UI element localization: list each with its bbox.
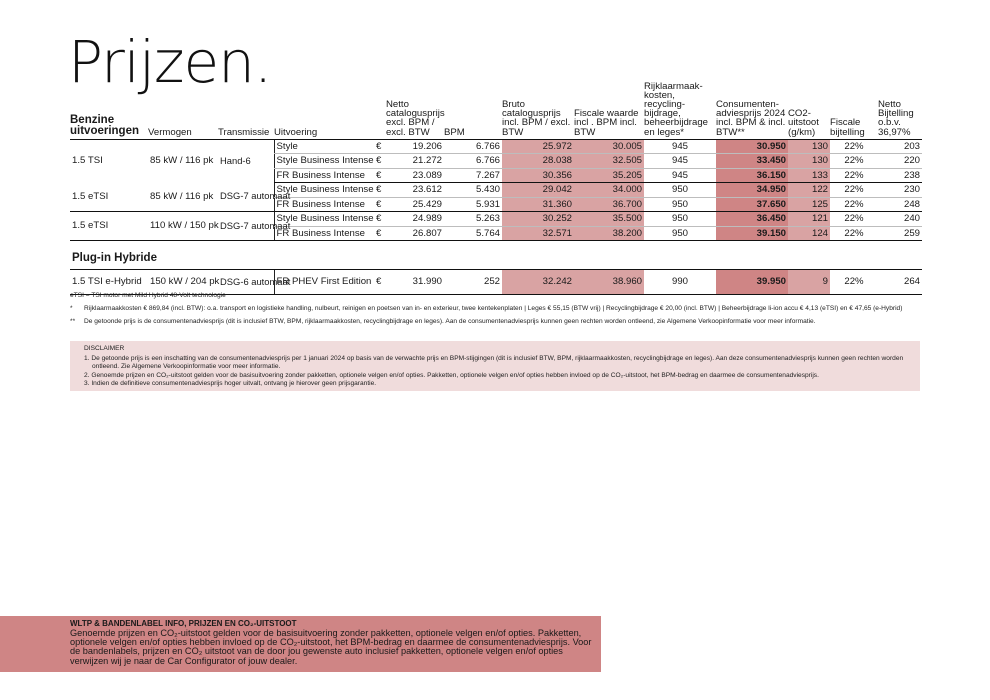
rijklaar-cell: 950	[644, 226, 716, 241]
disclaimer-box	[70, 341, 920, 391]
section-heading-phev: Plug-in Hybride	[72, 252, 157, 265]
trim-cell: Style Business Intense	[274, 154, 374, 169]
bpm-cell: 252	[444, 270, 502, 295]
bruto-cell: 30.252	[502, 212, 574, 227]
netto-cell: 23.089	[386, 168, 444, 183]
consumentenprijs-cell: 36.150	[716, 168, 788, 183]
fiscale-waarde-cell: 34.000	[574, 183, 644, 198]
transmission-cell: Hand-6	[220, 154, 251, 166]
bruto-cell: 31.360	[502, 197, 574, 212]
currency-cell: €	[374, 183, 386, 198]
netto-bijtelling-cell: 230	[878, 183, 922, 198]
netto-cell: 26.807	[386, 226, 444, 241]
trim-cell: FR Business Intense	[274, 197, 374, 212]
fiscale-waarde-cell: 35.205	[574, 168, 644, 183]
power-cell: 85 kW / 116 pk	[148, 183, 218, 212]
bruto-cell: 32.242	[502, 270, 574, 295]
fiscale-bijtelling-cell: 22%	[830, 226, 878, 241]
disclaimer-title: DISCLAIMER	[84, 345, 125, 352]
footnote-double-star	[70, 318, 930, 327]
disclaimer-item: 1. De getoonde prijs is een inschatting van de consumentenadviesprijs per 1 januari 2024 op basis van de verwachte prijs en BPM-stijgingen (dit is inclusief BTW, BPM, rijklaarmaakkosten, recyclingbijdrage en leges). Aan deze consumentenadviesprijs kunnen geen rechten worden ontleend. Zie Algemene Verkoopinformatie voor meer informatie.	[84, 354, 904, 371]
table-row	[70, 212, 922, 227]
rijklaar-cell: 950	[644, 212, 716, 227]
footnote-text: Rijklaarmaakkosten € 869,84 (incl. BTW): o.a. transport en logistieke handling, nulbeurt, reinigen en poetsen van in- en exterieur, twee kentekenplaten | Leges € 55,15 (BTW vrij) | Recyclingbijdrage € 20,00 (incl. BTW) | Beheerbijdrage li-ion accu € 4,13 (eTSI) en € 47,65 (e-Hybrid)	[84, 304, 903, 312]
power-cell: 150 kW / 204 pk	[148, 270, 218, 295]
footnote-star	[70, 305, 930, 314]
co2-cell: 130	[788, 154, 830, 169]
fiscale-bijtelling-cell: 22%	[830, 139, 878, 154]
bpm-cell: 5.931	[444, 197, 502, 212]
fiscale-waarde-cell: 36.700	[574, 197, 644, 212]
co2-cell: 125	[788, 197, 830, 212]
col-header-co2: CO2-uitstoot (g/km)	[788, 82, 830, 139]
fiscale-waarde-cell: 38.960	[574, 270, 644, 295]
table-row	[70, 139, 922, 154]
trim-cell: Style	[274, 139, 374, 154]
bruto-cell: 29.042	[502, 183, 574, 198]
bpm-cell: 6.766	[444, 154, 502, 169]
fiscale-bijtelling-cell: 22%	[830, 154, 878, 169]
wltp-body: Genoemde prijzen en CO₂-uitstoot gelden voor de basisuitvoering zonder pakketten, optionele velgen en/of opties. Pakketten, optionele velgen en/of opties hebben invloed op de CO₂-uitstoot, het BPM-bedrag en daarmee de consumentenadviesprijs. Voor de bandenlabels, prijzen en CO₂ uitstoot van de door jou gewenste auto inclusief pakketten, optionele velgen en/of opties verwijzen wij je naar de Car Configurator of jouw dealer.	[70, 628, 592, 666]
transmission-cell: DSG-6 automaat	[218, 270, 274, 295]
netto-cell: 24.989	[386, 212, 444, 227]
fiscale-bijtelling-cell: 22%	[830, 212, 878, 227]
col-header-netto: Netto catalogusprijs excl. BPM / excl. BTW	[386, 82, 444, 139]
fiscale-bijtelling-cell: 22%	[830, 183, 878, 198]
col-header-consumenten: Consumenten-adviesprijs 2024 incl. BPM & incl. BTW**	[716, 82, 788, 139]
netto-bijtelling-cell: 240	[878, 212, 922, 227]
co2-cell: 121	[788, 212, 830, 227]
disclaimer-item: 2. Genoemde prijzen en CO₂-uitstoot gelden voor de basisuitvoering zonder pakketten, optionele velgen en/of opties. Pakketten, optionele velgen en/of opties hebben invloed op de CO₂-uitstoot, het BPM-bedrag en daarmee de consumentenadviesprijs.	[84, 371, 819, 379]
fiscale-waarde-cell: 30.005	[574, 139, 644, 154]
netto-cell: 31.990	[386, 270, 444, 295]
footnote-marker: **	[70, 317, 76, 325]
fiscale-waarde-cell: 35.500	[574, 212, 644, 227]
col-header-bpm: BPM	[444, 82, 502, 139]
footnote-etsi: eTSI = TSI motor met Mild Hybrid 48-Volt technologie	[70, 292, 226, 299]
consumentenprijs-cell: 39.950	[716, 270, 788, 295]
co2-cell: 122	[788, 183, 830, 198]
currency-cell: €	[374, 226, 386, 241]
col-header-fiscale-waarde: Fiscale waarde incl . BPM incl. BTW	[574, 82, 644, 139]
co2-cell: 130	[788, 139, 830, 154]
bruto-cell: 30.356	[502, 168, 574, 183]
co2-cell: 9	[788, 270, 830, 295]
trim-cell: FR PHEV First Edition	[274, 270, 374, 295]
footnote-marker: *	[70, 304, 73, 312]
trim-cell: FR Business Intense	[274, 226, 374, 241]
bpm-cell: 5.263	[444, 212, 502, 227]
rijklaar-cell: 950	[644, 197, 716, 212]
disclaimer-item: 3. Indien de definitieve consumentenadviesprijs hoger uitvalt, ontvang je hierover geen prijsgarantie.	[84, 380, 377, 388]
bpm-cell: 6.766	[444, 139, 502, 154]
col-header-netto-bijtelling: Netto Bijtelling o.b.v. 36,97%	[878, 82, 922, 139]
section-heading-benzine: Benzine uitvoeringen	[70, 82, 148, 139]
netto-bijtelling-cell: 220	[878, 154, 922, 169]
table-header-row	[70, 82, 922, 139]
fiscale-waarde-cell: 38.200	[574, 226, 644, 241]
fiscale-bijtelling-cell: 22%	[830, 197, 878, 212]
engine-cell: 1.5 TSI e-Hybrid	[70, 270, 148, 295]
trim-cell: Style Business Intense	[274, 212, 374, 227]
transmission-cell: DSG-7 automaat	[218, 212, 274, 241]
bpm-cell: 7.267	[444, 168, 502, 183]
wltp-info-box	[0, 616, 601, 672]
rijklaar-cell: 945	[644, 139, 716, 154]
rijklaar-cell: 945	[644, 154, 716, 169]
col-header-fiscale-bijtelling: Fiscale bijtelling	[830, 82, 878, 139]
engine-cell: 1.5 TSI	[72, 155, 103, 167]
netto-bijtelling-cell: 248	[878, 197, 922, 212]
bpm-cell: 5.430	[444, 183, 502, 198]
power-cell: 85 kW / 116 pk	[150, 155, 214, 167]
consumentenprijs-cell: 39.150	[716, 226, 788, 241]
netto-cell: 19.206	[386, 139, 444, 154]
fiscale-waarde-cell: 32.505	[574, 154, 644, 169]
price-table	[70, 82, 922, 295]
netto-cell: 25.429	[386, 197, 444, 212]
footnotes	[70, 292, 930, 327]
page-title: Prijzen.	[68, 28, 272, 96]
consumentenprijs-cell: 33.450	[716, 154, 788, 169]
fiscale-bijtelling-cell: 22%	[830, 168, 878, 183]
bruto-cell: 32.571	[502, 226, 574, 241]
netto-bijtelling-cell: 264	[878, 270, 922, 295]
consumentenprijs-cell: 30.950	[716, 139, 788, 154]
rijklaar-cell: 945	[644, 168, 716, 183]
table-row	[70, 183, 922, 198]
table-row	[70, 270, 922, 295]
trim-cell: FR Business Intense	[274, 168, 374, 183]
currency-cell: €	[374, 197, 386, 212]
fiscale-bijtelling-cell: 22%	[830, 270, 878, 295]
trim-cell: Style Business Intense	[274, 183, 374, 198]
currency-cell: €	[374, 154, 386, 169]
transmission-cell: DSG-7 automaat	[218, 183, 274, 212]
consumentenprijs-cell: 36.450	[716, 212, 788, 227]
netto-bijtelling-cell: 238	[878, 168, 922, 183]
power-cell: 110 kW / 150 pk	[148, 212, 218, 241]
consumentenprijs-cell: 34.950	[716, 183, 788, 198]
currency-cell: €	[374, 139, 386, 154]
netto-bijtelling-cell: 259	[878, 226, 922, 241]
consumentenprijs-cell: 37.650	[716, 197, 788, 212]
col-header-transmissie: Transmissie	[218, 82, 274, 139]
wltp-heading: WLTP & BANDENLABEL INFO, PRIJZEN EN CO₂-UITSTOOT	[70, 619, 297, 628]
currency-cell: €	[374, 168, 386, 183]
netto-cell: 21.272	[386, 154, 444, 169]
col-header-uitvoering: Uitvoering	[274, 82, 374, 139]
col-header-bruto: Bruto catalogusprijs incl. BPM / excl. BTW	[502, 82, 574, 139]
rijklaar-cell: 990	[644, 270, 716, 295]
bpm-cell: 5.764	[444, 226, 502, 241]
engine-cell: 1.5 eTSI	[70, 212, 148, 241]
co2-cell: 124	[788, 226, 830, 241]
currency-cell: €	[374, 212, 386, 227]
rijklaar-cell: 950	[644, 183, 716, 198]
co2-cell: 133	[788, 168, 830, 183]
currency-cell: €	[374, 270, 386, 295]
section-heading-row	[70, 249, 922, 270]
engine-cell: 1.5 eTSI	[70, 183, 148, 212]
netto-cell: 23.612	[386, 183, 444, 198]
col-header-currency	[374, 82, 386, 139]
bruto-cell: 28.038	[502, 154, 574, 169]
bruto-cell: 25.972	[502, 139, 574, 154]
col-header-rijklaar: Rijklaarmaak-kosten, recycling-bijdrage, beheerbijdrage en leges*	[644, 82, 716, 139]
col-header-vermogen: Vermogen	[148, 82, 218, 139]
netto-bijtelling-cell: 203	[878, 139, 922, 154]
footnote-text: De getoonde prijs is de consumentenadviesprijs (dit is inclusief BTW, BPM, rijklaarmaakkosten, recyclingbijdrage en leges). Aan de consumentenadviesprijs kunnen geen rechten worden ontleend, zie Algemene Verkoopinformatie voor meer informatie.	[84, 317, 816, 325]
